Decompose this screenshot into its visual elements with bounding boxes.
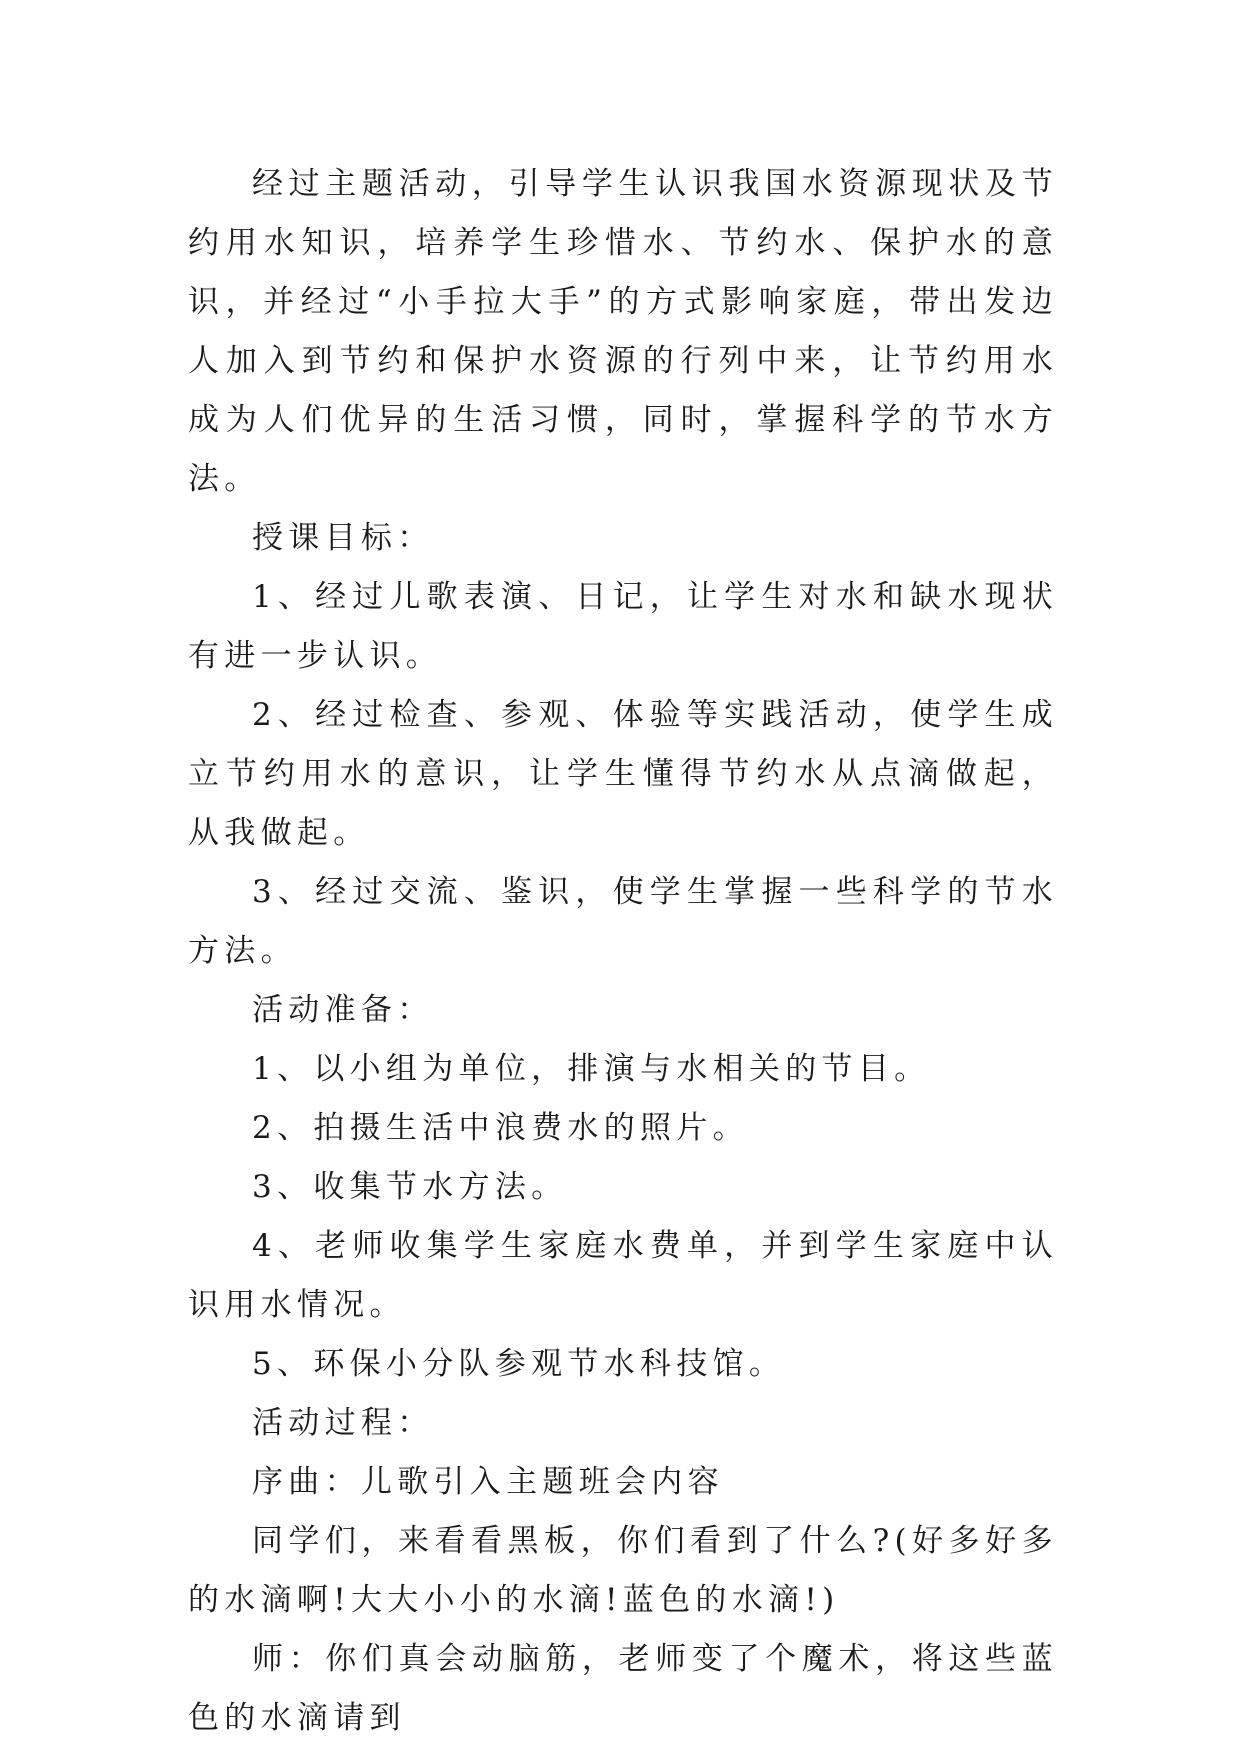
preparation-item-4: 4、老师收集学生家庭水费单，并到学生家庭中认识用水情况。 (188, 1228, 1058, 1323)
objective-item-3: 3、经过交流、鉴识，使学生掌握一些科学的节水方法。 (188, 874, 1058, 969)
heading-preparation: 活动准备： (252, 992, 434, 1028)
preparation-item-5: 5、环保小分队参观节水科技馆。 (252, 1346, 786, 1382)
paragraph-question: 同学们，来看看黑板，你们看到了什么?(好多好多的水滴啊!大大小小的水滴!蓝色的水滴!) (188, 1523, 1058, 1618)
preparation-item-2: 2、拍摄生活中浪费水的照片。 (252, 1110, 749, 1146)
objective-item-2: 2、经过检查、参观、体验等实践活动，使学生成立节约用水的意识，让学生懂得节约水从点滴做起，从我做起。 (188, 697, 1058, 851)
document-body (188, 155, 1058, 1748)
paragraph-intro: 经过主题活动，引导学生认识我国水资源现状及节约用水知识，培养学生珍惜水、节约水、保护水的意识，并经过“小手拉大手”的方式影响家庭，带出发边人加入到节约和保护水资源的行列中来，让节约用水成为人们优异的生活习惯，同时，掌握科学的节水方法。 (188, 166, 1058, 497)
paragraph-teacher: 师：你们真会动脑筋，老师变了个魔术，将这些蓝色的水滴请到 (188, 1641, 1058, 1736)
preparation-item-1: 1、以小组为单位，排演与水相关的节目。 (252, 1051, 931, 1087)
paragraph-prelude: 序曲：儿歌引入主题班会内容 (252, 1464, 724, 1500)
objective-item-1: 1、经过儿歌表演、日记，让学生对水和缺水现状有进一步认识。 (188, 579, 1058, 674)
heading-objectives: 授课目标： (252, 520, 434, 556)
heading-process: 活动过程： (252, 1405, 434, 1441)
preparation-item-3: 3、收集节水方法。 (252, 1169, 568, 1205)
